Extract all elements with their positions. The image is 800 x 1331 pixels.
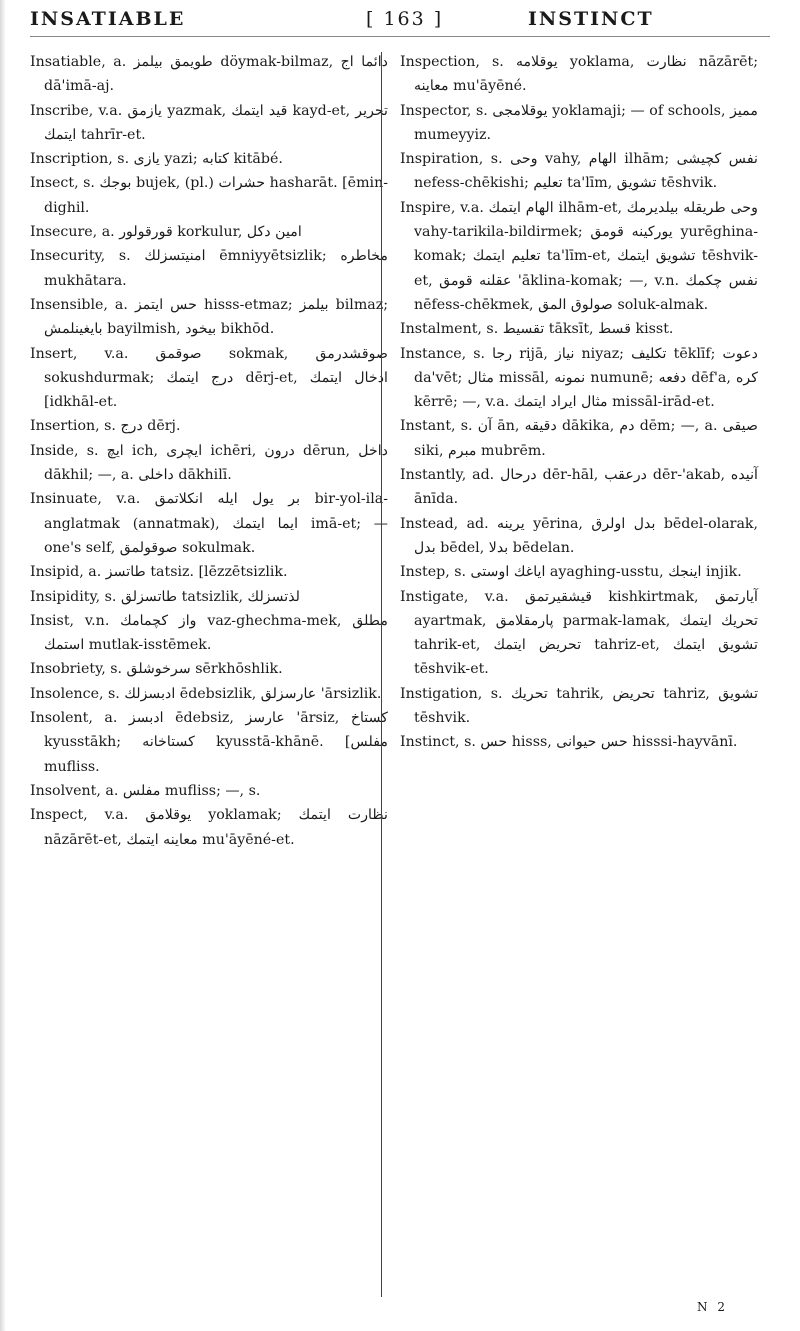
- entry-insolvent: Insolvent, a. مفلس mufliss; —, s.: [30, 782, 261, 799]
- entry-instigation: Instigation, s. تحريك tahrik, تحريض tahriz, تشويق tēshvik.: [400, 685, 759, 727]
- column-divider: [381, 52, 382, 1297]
- entry-insensible: Insensible, a. حس ايتمز hisss-etmaz; بيلمز bilmaz; بايغينلمش bayilmish, بيخود bikhōd.: [30, 296, 388, 338]
- entry-inspiration: Inspiration, s. وحى vahy, الهام ilhām; نفس كچيشى nefess-chēkishi; تعليم ta'līm, تشويق tēshvik.: [400, 151, 758, 192]
- signature-mark: N 2: [697, 1300, 728, 1314]
- header-first-word: INSATIABLE: [30, 8, 186, 30]
- entry-insecurity: Insecurity, s. امنيتسزلك ēmniyyētsizlik; مخاطره mukhātara.: [30, 248, 388, 289]
- entry-insect: Insect, s. بوجك bujek, (pl.) حشرات hasharāt. [ēmin-dighil.: [30, 175, 388, 216]
- entry-insert: Insert, v.a. صوقمق sokmak, صوقشدرمق sokushdurmak; درج ايتمك dērj-et, ادخال ايتمك [idkhāl-et.: [30, 345, 388, 411]
- entry-instep: Instep, s. اياغك اوستى ayaghing-usstu, اينجك injik.: [400, 564, 742, 581]
- right-column: [400, 50, 758, 755]
- entry-inspection: Inspection, s. يوقلامه yoklama, نظارت nāzārēt; معاينه mu'āyēné.: [400, 54, 759, 95]
- entry-inside: Inside, s. ايچ ich, ايچرى ichēri, درون dērun, داخل dākhil; —, a. داخلى dākhilī.: [30, 442, 388, 484]
- entry-inscription: Inscription, s. يازى yazi; كتابه kitābé.: [30, 151, 283, 168]
- entry-instant: Instant, s. آن ān, دقيقه dākika, دم dēm; —, a. صيقى siki, مبرم mubrēm.: [400, 418, 759, 459]
- entry-insobriety: Insobriety, s. سرخوشلق sērkhōshlik.: [30, 661, 283, 678]
- entry-insinuate: Insinuate, v.a. بر يول ايله انكلاتمق bir-yol-ila-anglatmak (annatmak), ايما ايتمك imā-et; — one's self, صوقولمق sokulmak.: [30, 491, 389, 556]
- entry-insertion: Insertion, s. درج dērj.: [30, 418, 181, 435]
- entry-insatiable: Insatiable, a. طويمق بيلمز döymak-bilmaz, دائما اج dā'imā-aj.: [30, 54, 389, 95]
- page-edge-shadow: [0, 0, 6, 1331]
- entry-instance: Instance, s. رجا rijā, نياز niyaz; تكليف tēklīf; دعوت da'vēt; مثال missāl, نمونه numunē; دفعه dēf'a, كره kērrē; —, v.a. مثال ايراد ايتمك missāl-irād-et.: [400, 345, 759, 411]
- entry-instinct: Instinct, s. حس hisss, حس حيوانى hisssi-hayvānī.: [400, 734, 738, 751]
- entry-instantly: Instantly, ad. درحال dēr-hāl, درعقب dēr-'akab, آنيده ānīda.: [400, 467, 758, 508]
- page-number: [ 163 ]: [366, 8, 444, 30]
- entry-insipid: Insipid, a. طاتسز tatsiz. [lēzzētsizlik.: [30, 564, 288, 581]
- entry-insipidity: Insipidity, s. طاتسزلق tatsizlik, لذتسزلك: [30, 588, 300, 605]
- entry-instigate: Instigate, v.a. قيشقيرتمق kishkirtmak, آيارتمق ayartmak, پارمقلامق parmak-lamak, تحريك ايتمك tahrik-et, تحريض ايتمك tahriz-et, تشويق ايتمك tēshvik-et.: [400, 588, 759, 678]
- entry-instalment: Instalment, s. تقسيط tāksīt, قسط kisst.: [400, 321, 674, 338]
- entry-insolence: Insolence, s. ادبسزلك ēdebsizlik, عارسزلق 'ārsizlik.: [30, 685, 382, 702]
- entry-inspect: Inspect, v.a. يوقلامق yoklamak; نظارت ايتمك nāzārēt-et, معاينه ايتمك mu'āyēné-et.: [30, 807, 388, 848]
- entry-instead: Instead, ad. يرينه yērina, بدل اولرق bēdel-olarak, بدل bēdel, بدلا bēdelan.: [400, 515, 759, 556]
- entry-insist: Insist, v.n. واز كچمامك vaz-ghechma-mek, مطلق استمك mutlak-isstēmek.: [30, 612, 389, 654]
- header-rule: [30, 36, 770, 37]
- entry-inspire: Inspire, v.a. الهام ايتمك ilhām-et, وحى طريقله بيلديرمك vahy-tarikila-bildirmek; يوركينه قومق yurēghina-komak; تعليم ايتمك ta'līm-et, تشويق ايتمك tēshvik-et, عقلنه قومق 'āklina-komak; —, v.n. نفس چكمك nēfess-chēkmek, صولوق المق soluk-almak.: [400, 199, 759, 313]
- header-last-word: INSTINCT: [528, 8, 654, 30]
- entry-insolent: Insolent, a. ادبسز ēdebsiz, عارسز 'ārsiz, كستاخ kyusstākh; كستاخانه kyusstā-khānē. [مفلس mufliss.: [30, 710, 388, 775]
- entry-inspector: Inspector, s. يوقلامجى yoklamaji; — of schools, مميز mumeyyiz.: [400, 102, 758, 143]
- left-column: [30, 50, 388, 852]
- entry-inscribe: Inscribe, v.a. يازمق yazmak, قيد ايتمك kayd-et, تحرير ايتمك tahrīr-et.: [30, 102, 389, 143]
- entry-insecure: Insecure, a. قورقولور korkulur, امين دكل: [30, 224, 302, 241]
